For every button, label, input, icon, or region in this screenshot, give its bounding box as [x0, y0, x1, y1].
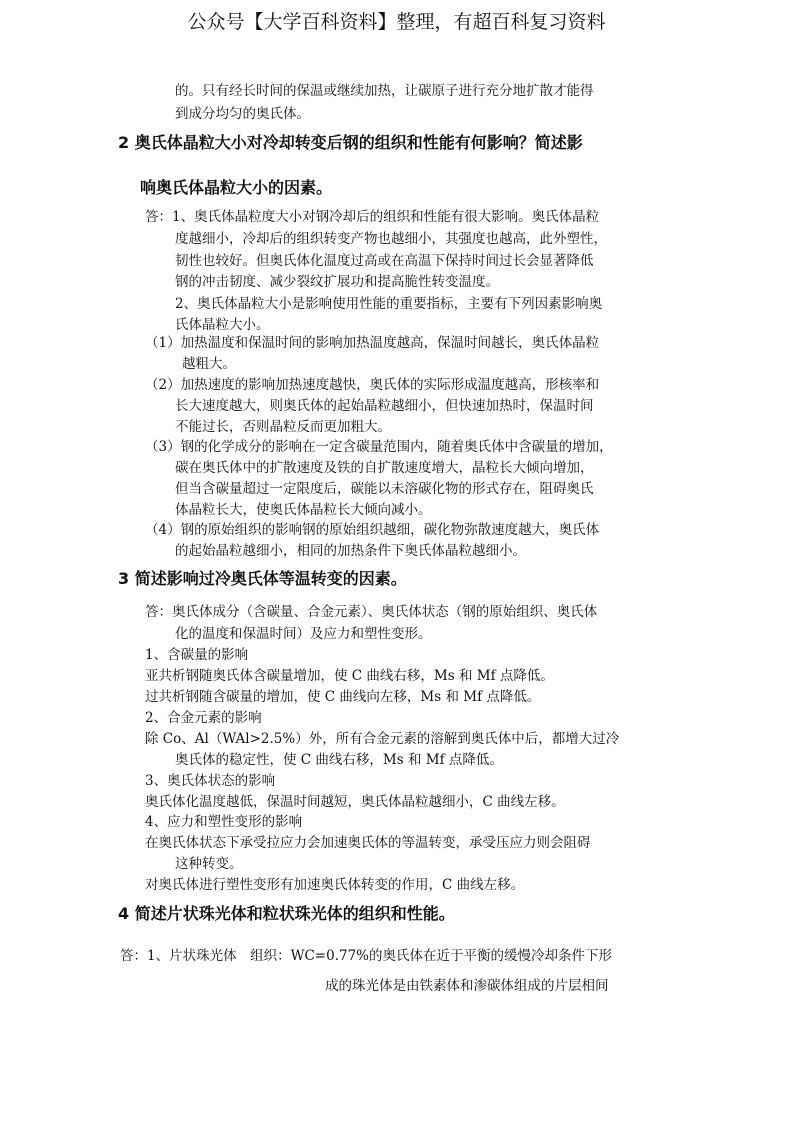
answer-line: 的起始晶粒越细小，相同的加热条件下奥氏体晶粒越细小。 [175, 543, 526, 559]
answer-line: 化的温度和保温时间）及应力和塑性变形。 [175, 626, 432, 642]
page-header: 公众号【大学百科资料】整理，有超百科复习资料 [187, 11, 606, 33]
answer-line: 碳在奥氏体中的扩散速度及铁的自扩散速度增大，晶粒长大倾向增加， [175, 460, 594, 476]
question-2-heading-cont: 响奥氏体晶粒大小的因素。 [140, 178, 333, 197]
answer-line: （3）钢的化学成分的影响在一定含碳量范围内，随着奥氏体中含碳量的增加， [145, 439, 613, 455]
text-line: 到成分均匀的奥氏体。 [175, 106, 310, 122]
question-3-heading: 3 简述影响过冷奥氏体等温转变的因素。 [118, 569, 407, 588]
answer-line: 亚共析钢随奥氏体含碳量增加，使 C 曲线右移，Ms 和 Mf 点降低。 [145, 668, 554, 684]
answer-line: 这种转变。 [175, 856, 243, 872]
answer-line: 对奥氏体进行塑性变形有加速奥氏体转变的作用，C 曲线左移。 [145, 877, 525, 893]
question-2-heading: 2 奥氏体晶粒大小对冷却转变后钢的组织和性能有何影响？简述影 [118, 133, 583, 152]
answer-line: 答：奥氏体成分（含碳量、合金元素）、奥氏体状态（钢的原始组织、奥氏体 [145, 604, 598, 620]
answer-line: 钢的冲击韧度、减少裂纹扩展功和提高脆性转变温度。 [175, 274, 499, 290]
answer-line: 4、应力和塑性变形的影响 [145, 814, 303, 830]
answer-line: 氏体晶粒大小。 [175, 317, 270, 333]
answer-line: 韧性也较好。但奥氏体化温度过高或在高温下保持时间过长会显著降低 [175, 253, 594, 269]
answer-line: 但当含碳量超过一定限度后，碳能以未溶碳化物的形式存在，阻碍奥氏 [175, 481, 594, 497]
answer-line: 3、奥氏体状态的影响 [145, 773, 276, 789]
answer-line: 长大速度越大，则奥氏体的起始晶粒越细小，但快速加热时，保温时间 [175, 398, 594, 414]
answer-line: 度越细小，冷却后的组织转变产物也越细小，其强度也越高，此外塑性， [175, 231, 607, 247]
answer-line: （1）加热温度和保温时间的影响加热温度越高，保温时间越长，奥氏体晶粒 [145, 335, 600, 351]
answer-line: 除 Co、Al（WAl>2.5%）外，所有合金元素的溶解到奥氏体中后，都增大过冷 [145, 731, 620, 747]
answer-line: 越粗大。 [182, 356, 236, 372]
answer-line: 不能过长，否则晶粒反而更加粗大。 [175, 419, 391, 435]
answer-line: （2）加热速度的影响加热速度越快，奥氏体的实际形成温度越高，形核率和 [145, 377, 600, 393]
answer-line: 奥氏体的稳定性，使 C 曲线右移，Ms 和 Mf 点降低。 [175, 752, 503, 768]
text-line: 的。只有经长时间的保温或继续加热，让碳原子进行充分地扩散才能得 [175, 83, 594, 99]
answer-line: 答：1、片状珠光体 组织：WC=0.77%的奥氏体在近于平衡的缓慢冷却条件下形 [120, 948, 612, 964]
answer-line: 过共析钢随含碳量的增加，使 C 曲线向左移，Ms 和 Mf 点降低。 [145, 689, 541, 705]
answer-line: 1、含碳量的影响 [145, 647, 249, 663]
answer-line: 在奥氏体状态下承受拉应力会加速奥氏体的等温转变，承受压应力则会阻碍 [145, 835, 591, 851]
answer-line: 奥氏体化温度越低，保温时间越短，奥氏体晶粒越细小，C 曲线左移。 [145, 794, 565, 810]
answer-line: 2、合金元素的影响 [145, 710, 262, 726]
answer-line: 2、奥氏体晶粒大小是影响使用性能的重要指标，主要有下列因素影响奥 [175, 296, 603, 312]
answer-line: 答：1、奥氏体晶粒度大小对钢冷却后的组织和性能有很大影响。奥氏体晶粒 [145, 209, 600, 225]
answer-line: 体晶粒长大，使奥氏体晶粒长大倾向减小。 [175, 502, 432, 518]
answer-line: 成的珠光体是由铁素体和渗碳体组成的片层相间 [325, 978, 609, 994]
answer-line: （4）钢的原始组织的影响钢的原始组织越细，碳化物弥散速度越大，奥氏体 [145, 522, 600, 538]
question-4-heading: 4 简述片状珠光体和粒状珠光体的组织和性能。 [118, 904, 455, 923]
